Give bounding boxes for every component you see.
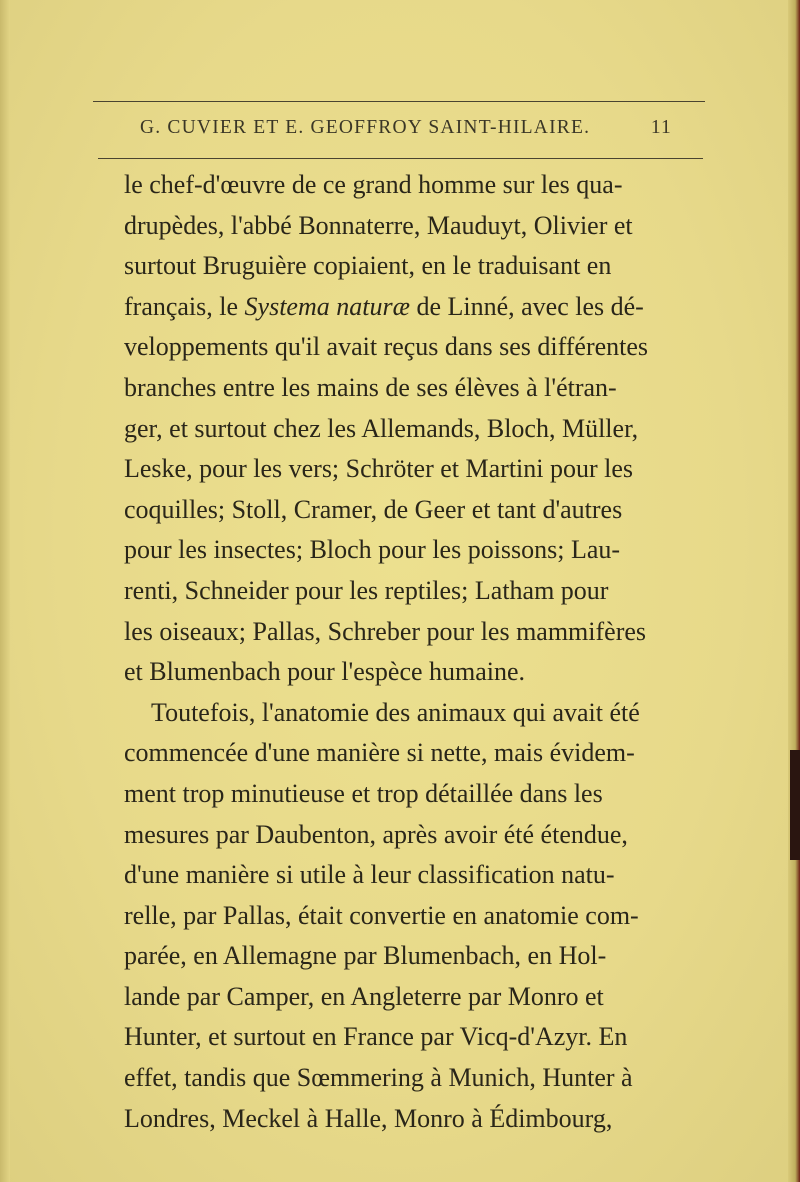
text-line: veloppements qu'il avait reçus dans ses différentes	[124, 332, 649, 362]
header-top-rule	[93, 101, 705, 102]
text-line: renti, Schneider pour les reptiles; Latham pour	[124, 575, 609, 605]
text-line: les oiseaux; Pallas, Schreber pour les mammifères	[124, 616, 647, 646]
text-line: Leske, pour les vers; Schröter et Martini pour les	[124, 454, 634, 484]
text-run: français, le	[124, 291, 245, 321]
text-line: commencée d'une manière si nette, mais évidem-	[124, 738, 635, 768]
text-line: Toutefois, l'anatomie des animaux qui avait été	[151, 697, 640, 727]
text-line: d'une manière si utile à leur classification natu-	[124, 860, 615, 890]
text-line: effet, tandis que Sœmmering à Munich, Hunter à	[124, 1063, 633, 1093]
text-line: relle, par Pallas, était convertie en anatomie com-	[124, 900, 639, 930]
italic-title: Systema naturæ	[244, 291, 410, 321]
text-line: lande par Camper, en Angleterre par Monro et	[124, 981, 604, 1011]
running-title: G. CUVIER ET E. GEOFFROY SAINT-HILAIRE.	[140, 117, 591, 138]
text-line: pour les insectes; Bloch pour les poissons; Lau-	[124, 535, 621, 565]
text-line: branches entre les mains de ses élèves à l'étran-	[124, 372, 617, 402]
text-line: coquilles; Stoll, Cramer, de Geer et tant d'autres	[124, 494, 623, 524]
text-line: le chef-d'œuvre de ce grand homme sur les qua-	[124, 170, 623, 199]
text-line: surtout Bruguière copiaient, en le traduisant en	[124, 251, 612, 281]
text-line: parée, en Allemagne par Blumenbach, en Hol-	[124, 941, 607, 971]
text-line: Londres, Meckel à Halle, Monro à Édimbourg,	[124, 1103, 613, 1133]
text-line: drupèdes, l'abbé Bonnaterre, Mauduyt, Olivier et	[124, 210, 633, 240]
text-line: ment trop minutieuse et trop détaillée dans les	[124, 778, 603, 808]
page-number: 11	[650, 117, 672, 138]
text-line: Hunter, et surtout en France par Vicq-d'Azyr. En	[124, 1022, 628, 1052]
page-edge-tab	[790, 750, 800, 860]
body-text	[124, 165, 649, 1139]
page-edge	[788, 0, 800, 1182]
text-line: mesures par Daubenton, après avoir été étendue,	[124, 819, 628, 849]
text-line: et Blumenbach pour l'espèce humaine.	[124, 657, 526, 687]
text-run: de Linné, avec les dé-	[409, 291, 644, 321]
binding-shadow	[0, 0, 10, 1182]
text-line	[124, 287, 644, 328]
running-header	[140, 117, 670, 143]
text-line: ger, et surtout chez les Allemands, Bloch, Müller,	[124, 413, 639, 443]
header-bottom-rule	[98, 158, 703, 159]
